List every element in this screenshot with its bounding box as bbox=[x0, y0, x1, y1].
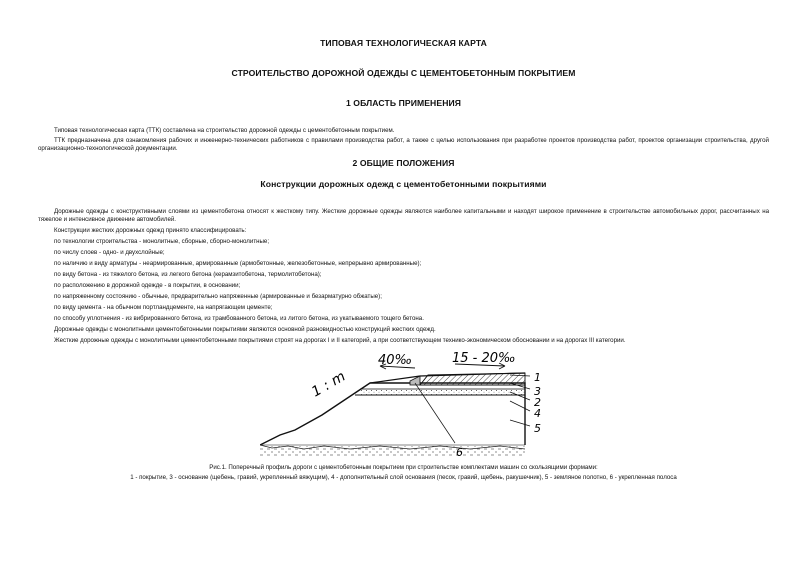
road-cross-section-figure bbox=[260, 345, 560, 463]
classification-line: Конструкции жестких дорожных одежд принято классифицировать: bbox=[54, 227, 247, 234]
classification-line: по виду цемента - на обычном портландцементе, на напрягающем цементе; bbox=[54, 304, 273, 311]
classification-line: Дорожные одежды с монолитными цементобетонными покрытиями являются основной разновидностью конструкций жестких одежд. bbox=[54, 326, 436, 333]
section2-subheading: Конструкции дорожных одежд с цементобетонными покрытиями bbox=[260, 179, 547, 189]
slope-label-15-20: 15 - 20‰ bbox=[452, 351, 516, 366]
classification-line: по напряженному состоянию - обычные, предварительно напряженные (армированные и безарматурно обжатые); bbox=[54, 293, 382, 300]
section1-paragraph-1: Типовая технологическая карта (ТТК) составлена на строительство дорожной одежды с цементобетонным покрытием. bbox=[54, 127, 395, 134]
section2-paragraph-1: Дорожные одежды с конструктивными слоями из цементобетона относят к жесткому типу. Жесткие дорожные одежды являются наиболее капитальными и находят широкое применение в строительстве автомобильных дорог, рассчитанных на тяжелое и интенсивное движение автомобилей. bbox=[38, 208, 769, 223]
section2-heading: 2 ОБЩИЕ ПОЛОЖЕНИЯ bbox=[352, 158, 455, 168]
classification-line: по виду бетона - из тяжелого бетона, из легкого бетона (керамзитобетона, термолитобетона); bbox=[54, 271, 322, 278]
layer-label-2: 2 bbox=[534, 396, 541, 409]
doc-subtitle: СТРОИТЕЛЬСТВО ДОРОЖНОЙ ОДЕЖДЫ С ЦЕМЕНТОБЕТОННЫМ ПОКРЫТИЕМ bbox=[231, 68, 576, 78]
slope-label-40: 40‰ bbox=[378, 353, 413, 368]
layer-label-4: 4 bbox=[534, 407, 541, 420]
layer-label-3: 3 bbox=[534, 385, 541, 398]
classification-line: по расположению в дорожной одежде - в покрытии, в основании; bbox=[54, 282, 241, 289]
classification-line: по наличию и виду арматуры - неармированные, армированные (армобетонные, железобетонные, непрерывно армированные); bbox=[54, 260, 422, 267]
section1-paragraph-2: ТТК предназначена для ознакомления рабочих и инженерно-технических работников с правилами производства работ, а также с целью использования при разработке проектов производства работ, проектов организации строительства, другой организационно-технологической документации. bbox=[38, 137, 769, 152]
classification-line: по числу слоев - одно- и двухслойные; bbox=[54, 249, 165, 256]
classification-line: Жесткие дорожные одежды с монолитными цементобетонными покрытиями строят на дорогах I и II категорий, а при соответствующем технико-экономическом обосновании и на дорогах III категории. bbox=[54, 337, 626, 344]
section1-heading: 1 ОБЛАСТЬ ПРИМЕНЕНИЯ bbox=[345, 98, 462, 108]
doc-title: ТИПОВАЯ ТЕХНОЛОГИЧЕСКАЯ КАРТА bbox=[320, 38, 487, 48]
layer-label-6: 6 bbox=[456, 446, 463, 459]
slope-label-1m: 1 : m bbox=[309, 368, 349, 401]
layer-label-1: 1 bbox=[534, 371, 541, 384]
base-layer bbox=[360, 389, 525, 395]
classification-line: по способу уплотнения - из вибрированного бетона, из трамбованного бетона, из литого бетона, из укатываемого тощего бетона. bbox=[54, 315, 424, 322]
pavement-layer bbox=[420, 373, 525, 385]
classification-line: по технологии строительства - монолитные, сборные, сборно-монолитные; bbox=[54, 238, 270, 245]
layer-label-5: 5 bbox=[534, 422, 541, 435]
figure-legend: 1 - покрытие, 3 - основание (щебень, гравий, укрепленный вяжущим), 4 - дополнительный слой основания (песок, гравий, щебень, ракушечник), 5 - земляное полотно, 6 - укрепленная полоса bbox=[130, 474, 677, 481]
figure-caption: Рис.1. Поперечный профиль дороги с цементобетонным покрытием при строительстве комплектами машин со скользящими формами: bbox=[209, 464, 598, 471]
